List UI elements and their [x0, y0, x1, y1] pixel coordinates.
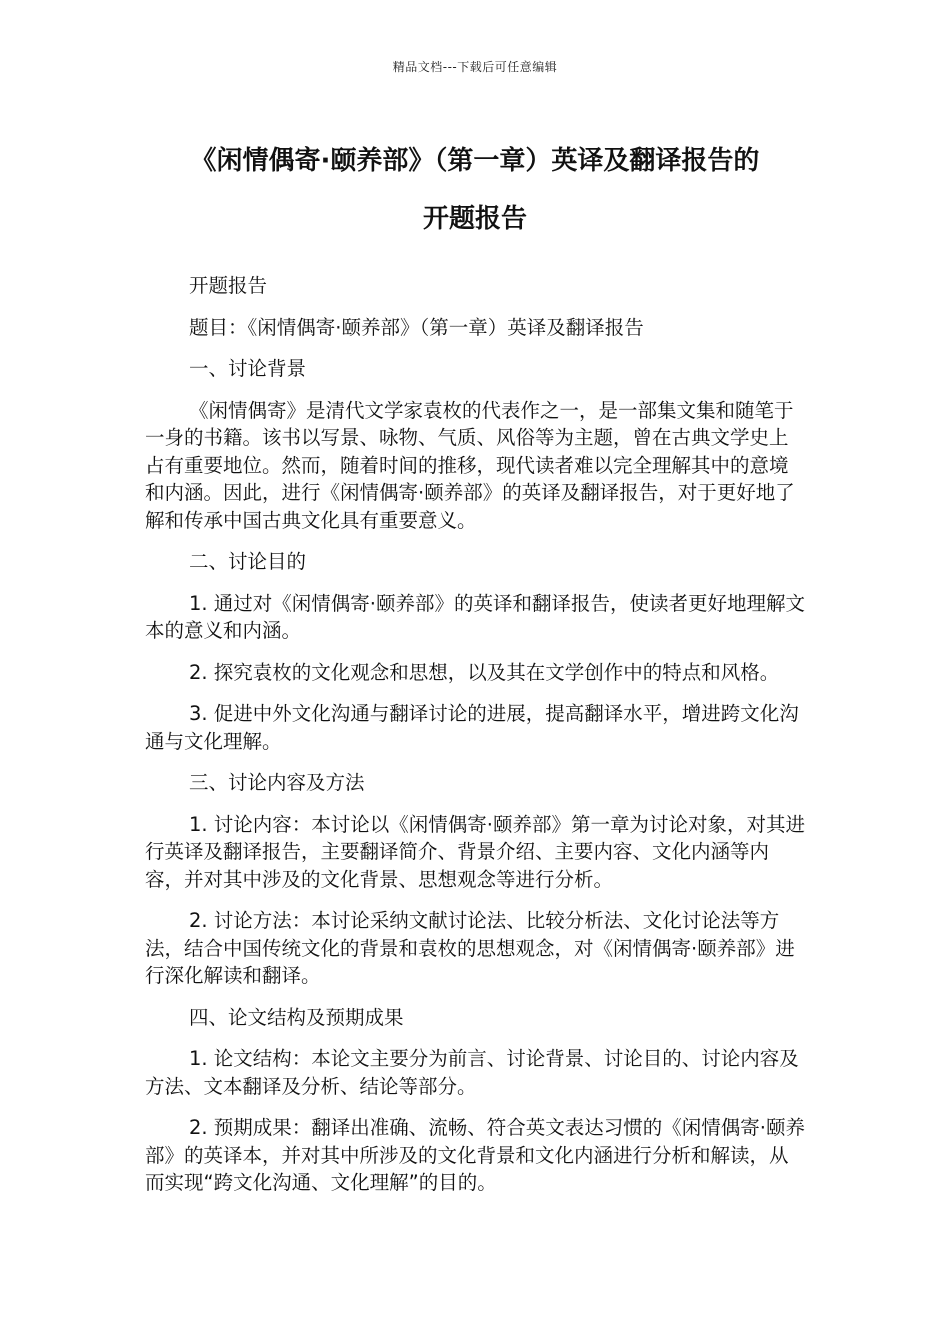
document-body	[145, 272, 807, 1211]
structure-item-2: 2. 预期成果：翻译出准确、流畅、符合英文表达习惯的《闲情偶寄·颐养部》的英译本，并对其中所涉及的文化背景和文化内涵进行分析和解读，从而实现“跨文化沟通、文化理解”的目的。	[145, 1116, 806, 1194]
purpose-item-3: 3. 促进中外文化沟通与翻译讨论的进展，提高翻译水平，增进跨文化沟通与文化理解。	[145, 702, 799, 753]
document-title	[130, 132, 820, 248]
title-line-2: 开题报告	[422, 204, 527, 234]
purpose-item-1: 1. 通过对《闲情偶寄·颐养部》的英译和翻译报告，使读者更好地理解文本的意义和内涵。	[145, 591, 806, 642]
topic-line: 题目：《闲情偶寄·颐养部》（第一章）英译及翻译报告	[189, 315, 644, 339]
section-heading-background: 一、讨论背景	[189, 357, 307, 380]
purpose-item-2: 2. 探究袁枚的文化观念和思想，以及其在文学创作中的特点和风格。	[189, 660, 780, 684]
content-item-2: 2. 讨论方法：本讨论采纳文献讨论法、比较分析法、文化讨论法等方法，结合中国传统文化的背景和袁枚的思想观念，对《闲情偶寄·颐养部》进行深化解读和翻译。	[145, 909, 795, 987]
background-paragraph: 《闲情偶寄》是清代文学家袁枚的代表作之一，是一部集文集和随笔于一身的书籍。该书以写景、咏物、气质、风俗等为主题，曾在古典文学史上占有重要地位。然而，随着时间的推移，现代读者难以完全理解其中的意境和内涵。因此，进行《闲情偶寄·颐养部》的英译及翻译报告，对于更好地了解和传承中国古典文化具有重要意义。	[145, 398, 795, 532]
section-heading-purpose: 二、讨论目的	[189, 550, 307, 573]
title-line-1: 《闲情偶寄·颐养部》（第一章）英译及翻译报告的	[190, 146, 760, 176]
section-heading-structure: 四、论文结构及预期成果	[189, 1005, 404, 1029]
header-note: 精品文档---下载后可任意编辑	[392, 60, 558, 74]
section-heading-content-method: 三、讨论内容及方法	[189, 771, 365, 794]
section-label: 开题报告	[189, 274, 268, 297]
structure-item-1: 1. 论文结构：本论文主要分为前言、讨论背景、讨论目的、讨论内容及方法、文本翻译及分析、结论等部分。	[145, 1047, 799, 1098]
content-item-1: 1. 讨论内容：本讨论以《闲情偶寄·颐养部》第一章为讨论对象，对其进行英译及翻译报告，主要翻译简介、背景介绍、主要内容、文化内涵等内容，并对其中涉及的文化背景、思想观念等进行分析。	[145, 812, 806, 891]
